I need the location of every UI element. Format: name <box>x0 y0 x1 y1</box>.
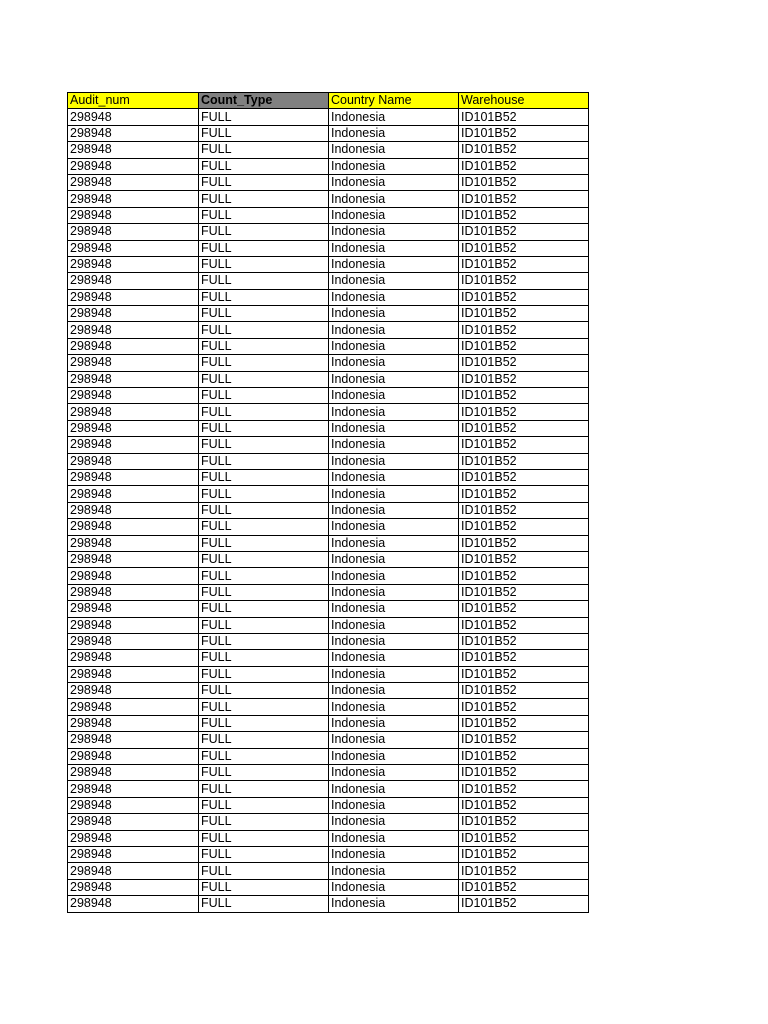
count-type-cell[interactable]: FULL <box>199 650 329 666</box>
table-row <box>68 256 589 272</box>
country-name-cell[interactable]: Indonesia <box>329 650 459 666</box>
count-type-cell[interactable]: FULL <box>199 420 329 436</box>
country-name-cell[interactable]: Indonesia <box>329 568 459 584</box>
country-name-cell[interactable]: Indonesia <box>329 781 459 797</box>
count-type-cell[interactable]: FULL <box>199 338 329 354</box>
audit-num-cell[interactable]: 298948 <box>68 568 199 584</box>
warehouse-cell[interactable]: ID101B52 <box>459 355 589 371</box>
table-body <box>68 109 589 912</box>
count-type-cell[interactable]: FULL <box>199 486 329 502</box>
warehouse-cell[interactable]: ID101B52 <box>459 666 589 682</box>
country-name-cell[interactable]: Indonesia <box>329 125 459 141</box>
table-row <box>68 830 589 846</box>
table-row <box>68 437 589 453</box>
count-type-cell[interactable]: FULL <box>199 568 329 584</box>
table-row <box>68 781 589 797</box>
country-name-cell[interactable]: Indonesia <box>329 469 459 485</box>
country-name-cell[interactable]: Indonesia <box>329 715 459 731</box>
country-name-cell[interactable]: Indonesia <box>329 748 459 764</box>
country-name-cell[interactable]: Indonesia <box>329 273 459 289</box>
country-name-cell[interactable]: Indonesia <box>329 551 459 567</box>
count-type-cell[interactable]: FULL <box>199 519 329 535</box>
audit-num-cell[interactable]: 298948 <box>68 519 199 535</box>
audit-num-cell[interactable]: 298948 <box>68 486 199 502</box>
table-row <box>68 535 589 551</box>
country-name-cell[interactable]: Indonesia <box>329 879 459 895</box>
count-type-cell[interactable]: FULL <box>199 371 329 387</box>
audit-num-cell[interactable]: 298948 <box>68 748 199 764</box>
warehouse-cell[interactable]: ID101B52 <box>459 650 589 666</box>
warehouse-cell[interactable]: ID101B52 <box>459 879 589 895</box>
audit-num-cell[interactable]: 298948 <box>68 322 199 338</box>
audit-num-cell[interactable]: 298948 <box>68 142 199 158</box>
warehouse-cell[interactable]: ID101B52 <box>459 551 589 567</box>
country-name-cell[interactable]: Indonesia <box>329 338 459 354</box>
table-row <box>68 814 589 830</box>
audit-num-cell[interactable]: 298948 <box>68 256 199 272</box>
warehouse-cell[interactable]: ID101B52 <box>459 306 589 322</box>
count-type-cell[interactable]: FULL <box>199 863 329 879</box>
count-type-cell[interactable]: FULL <box>199 306 329 322</box>
table-row <box>68 158 589 174</box>
header-count-type[interactable]: Count_Type <box>199 93 329 109</box>
audit-num-cell[interactable]: 298948 <box>68 338 199 354</box>
audit-num-cell[interactable]: 298948 <box>68 404 199 420</box>
country-name-cell[interactable]: Indonesia <box>329 224 459 240</box>
header-row <box>68 93 589 109</box>
warehouse-cell[interactable]: ID101B52 <box>459 601 589 617</box>
count-type-cell[interactable]: FULL <box>199 584 329 600</box>
country-name-cell[interactable]: Indonesia <box>329 355 459 371</box>
warehouse-cell[interactable]: ID101B52 <box>459 748 589 764</box>
header-country-name[interactable]: Country Name <box>329 93 459 109</box>
country-name-cell[interactable]: Indonesia <box>329 191 459 207</box>
warehouse-cell[interactable]: ID101B52 <box>459 158 589 174</box>
warehouse-cell[interactable]: ID101B52 <box>459 568 589 584</box>
audit-num-cell[interactable]: 298948 <box>68 699 199 715</box>
count-type-cell[interactable]: FULL <box>199 601 329 617</box>
warehouse-cell[interactable]: ID101B52 <box>459 469 589 485</box>
header-warehouse[interactable]: Warehouse <box>459 93 589 109</box>
country-name-cell[interactable]: Indonesia <box>329 240 459 256</box>
table-row <box>68 142 589 158</box>
country-name-cell[interactable]: Indonesia <box>329 322 459 338</box>
count-type-cell[interactable]: FULL <box>199 437 329 453</box>
table-row <box>68 174 589 190</box>
country-name-cell[interactable]: Indonesia <box>329 732 459 748</box>
table-row <box>68 633 589 649</box>
warehouse-cell[interactable]: ID101B52 <box>459 289 589 305</box>
audit-num-cell[interactable]: 298948 <box>68 502 199 518</box>
warehouse-cell[interactable]: ID101B52 <box>459 437 589 453</box>
table-row <box>68 502 589 518</box>
count-type-cell[interactable]: FULL <box>199 502 329 518</box>
audit-num-cell[interactable]: 298948 <box>68 109 199 125</box>
count-type-cell[interactable]: FULL <box>199 207 329 223</box>
table-row <box>68 240 589 256</box>
country-name-cell[interactable]: Indonesia <box>329 535 459 551</box>
table-row <box>68 765 589 781</box>
count-type-cell[interactable]: FULL <box>199 174 329 190</box>
audit-num-cell[interactable]: 298948 <box>68 765 199 781</box>
count-type-cell[interactable]: FULL <box>199 453 329 469</box>
count-type-cell[interactable]: FULL <box>199 633 329 649</box>
count-type-cell[interactable]: FULL <box>199 388 329 404</box>
country-name-cell[interactable]: Indonesia <box>329 584 459 600</box>
table-row <box>68 486 589 502</box>
table-row <box>68 453 589 469</box>
table-row <box>68 666 589 682</box>
warehouse-cell[interactable]: ID101B52 <box>459 224 589 240</box>
table-row <box>68 191 589 207</box>
country-name-cell[interactable]: Indonesia <box>329 158 459 174</box>
count-type-cell[interactable]: FULL <box>199 404 329 420</box>
country-name-cell[interactable]: Indonesia <box>329 142 459 158</box>
country-name-cell[interactable]: Indonesia <box>329 306 459 322</box>
table-row <box>68 863 589 879</box>
table-row <box>68 404 589 420</box>
country-name-cell[interactable]: Indonesia <box>329 109 459 125</box>
audit-num-cell[interactable]: 298948 <box>68 683 199 699</box>
audit-num-cell[interactable]: 298948 <box>68 830 199 846</box>
country-name-cell[interactable]: Indonesia <box>329 846 459 862</box>
table-row <box>68 683 589 699</box>
audit-num-cell[interactable]: 298948 <box>68 584 199 600</box>
audit-num-cell[interactable]: 298948 <box>68 273 199 289</box>
count-type-cell[interactable]: FULL <box>199 125 329 141</box>
table-row <box>68 715 589 731</box>
audit-num-cell[interactable]: 298948 <box>68 174 199 190</box>
audit-num-cell[interactable]: 298948 <box>68 420 199 436</box>
audit-num-cell[interactable]: 298948 <box>68 814 199 830</box>
warehouse-cell[interactable]: ID101B52 <box>459 109 589 125</box>
audit-num-cell[interactable]: 298948 <box>68 846 199 862</box>
warehouse-cell[interactable]: ID101B52 <box>459 338 589 354</box>
country-name-cell[interactable]: Indonesia <box>329 863 459 879</box>
warehouse-cell[interactable]: ID101B52 <box>459 683 589 699</box>
audit-num-cell[interactable]: 298948 <box>68 781 199 797</box>
warehouse-cell[interactable]: ID101B52 <box>459 715 589 731</box>
country-name-cell[interactable]: Indonesia <box>329 699 459 715</box>
audit-num-cell[interactable]: 298948 <box>68 125 199 141</box>
audit-num-cell[interactable]: 298948 <box>68 879 199 895</box>
country-name-cell[interactable]: Indonesia <box>329 896 459 912</box>
warehouse-cell[interactable]: ID101B52 <box>459 535 589 551</box>
warehouse-cell[interactable]: ID101B52 <box>459 240 589 256</box>
audit-num-cell[interactable]: 298948 <box>68 666 199 682</box>
table-row <box>68 601 589 617</box>
warehouse-cell[interactable]: ID101B52 <box>459 896 589 912</box>
count-type-cell[interactable]: FULL <box>199 715 329 731</box>
audit-num-cell[interactable]: 298948 <box>68 863 199 879</box>
warehouse-cell[interactable]: ID101B52 <box>459 584 589 600</box>
country-name-cell[interactable]: Indonesia <box>329 683 459 699</box>
table-row <box>68 748 589 764</box>
table-row <box>68 322 589 338</box>
count-type-cell[interactable]: FULL <box>199 732 329 748</box>
count-type-cell[interactable]: FULL <box>199 109 329 125</box>
table-row <box>68 371 589 387</box>
count-type-cell[interactable]: FULL <box>199 256 329 272</box>
table-row <box>68 289 589 305</box>
country-name-cell[interactable]: Indonesia <box>329 388 459 404</box>
warehouse-cell[interactable]: ID101B52 <box>459 404 589 420</box>
audit-num-cell[interactable]: 298948 <box>68 207 199 223</box>
table-row <box>68 109 589 125</box>
table-row <box>68 388 589 404</box>
table-row <box>68 568 589 584</box>
warehouse-cell[interactable]: ID101B52 <box>459 420 589 436</box>
audit-num-cell[interactable]: 298948 <box>68 191 199 207</box>
count-type-cell[interactable]: FULL <box>199 748 329 764</box>
audit-num-cell[interactable]: 298948 <box>68 371 199 387</box>
audit-num-cell[interactable]: 298948 <box>68 240 199 256</box>
count-type-cell[interactable]: FULL <box>199 765 329 781</box>
country-name-cell[interactable]: Indonesia <box>329 814 459 830</box>
count-type-cell[interactable]: FULL <box>199 469 329 485</box>
country-name-cell[interactable]: Indonesia <box>329 601 459 617</box>
warehouse-cell[interactable]: ID101B52 <box>459 174 589 190</box>
country-name-cell[interactable]: Indonesia <box>329 289 459 305</box>
count-type-cell[interactable]: FULL <box>199 289 329 305</box>
country-name-cell[interactable]: Indonesia <box>329 453 459 469</box>
count-type-cell[interactable]: FULL <box>199 191 329 207</box>
table-row <box>68 338 589 354</box>
table-row <box>68 797 589 813</box>
table-row <box>68 846 589 862</box>
audit-num-cell[interactable]: 298948 <box>68 453 199 469</box>
country-name-cell[interactable]: Indonesia <box>329 617 459 633</box>
country-name-cell[interactable]: Indonesia <box>329 420 459 436</box>
data-table <box>67 92 589 913</box>
warehouse-cell[interactable]: ID101B52 <box>459 519 589 535</box>
audit-num-cell[interactable]: 298948 <box>68 650 199 666</box>
count-type-cell[interactable]: FULL <box>199 142 329 158</box>
table-row <box>68 273 589 289</box>
count-type-cell[interactable]: FULL <box>199 830 329 846</box>
country-name-cell[interactable]: Indonesia <box>329 765 459 781</box>
audit-num-cell[interactable]: 298948 <box>68 732 199 748</box>
table-row <box>68 207 589 223</box>
table-row <box>68 355 589 371</box>
table-row <box>68 732 589 748</box>
table-row <box>68 551 589 567</box>
count-type-cell[interactable]: FULL <box>199 879 329 895</box>
warehouse-cell[interactable]: ID101B52 <box>459 273 589 289</box>
audit-num-cell[interactable]: 298948 <box>68 355 199 371</box>
country-name-cell[interactable]: Indonesia <box>329 519 459 535</box>
country-name-cell[interactable]: Indonesia <box>329 666 459 682</box>
table-row <box>68 650 589 666</box>
warehouse-cell[interactable]: ID101B52 <box>459 797 589 813</box>
audit-num-cell[interactable]: 298948 <box>68 633 199 649</box>
table-header <box>68 93 589 109</box>
audit-num-cell[interactable]: 298948 <box>68 715 199 731</box>
warehouse-cell[interactable]: ID101B52 <box>459 863 589 879</box>
count-type-cell[interactable]: FULL <box>199 158 329 174</box>
country-name-cell[interactable]: Indonesia <box>329 207 459 223</box>
country-name-cell[interactable]: Indonesia <box>329 437 459 453</box>
country-name-cell[interactable]: Indonesia <box>329 256 459 272</box>
warehouse-cell[interactable]: ID101B52 <box>459 617 589 633</box>
warehouse-cell[interactable]: ID101B52 <box>459 846 589 862</box>
audit-num-cell[interactable]: 298948 <box>68 601 199 617</box>
count-type-cell[interactable]: FULL <box>199 355 329 371</box>
table-row <box>68 224 589 240</box>
table-row <box>68 420 589 436</box>
header-audit-num[interactable]: Audit_num <box>68 93 199 109</box>
warehouse-cell[interactable]: ID101B52 <box>459 781 589 797</box>
count-type-cell[interactable]: FULL <box>199 797 329 813</box>
audit-num-cell[interactable]: 298948 <box>68 469 199 485</box>
warehouse-cell[interactable]: ID101B52 <box>459 502 589 518</box>
audit-num-cell[interactable]: 298948 <box>68 617 199 633</box>
table-row <box>68 125 589 141</box>
warehouse-cell[interactable]: ID101B52 <box>459 814 589 830</box>
table-row <box>68 896 589 912</box>
count-type-cell[interactable]: FULL <box>199 551 329 567</box>
warehouse-cell[interactable]: ID101B52 <box>459 765 589 781</box>
count-type-cell[interactable]: FULL <box>199 273 329 289</box>
count-type-cell[interactable]: FULL <box>199 683 329 699</box>
audit-num-cell[interactable]: 298948 <box>68 437 199 453</box>
count-type-cell[interactable]: FULL <box>199 322 329 338</box>
audit-num-cell[interactable]: 298948 <box>68 289 199 305</box>
count-type-cell[interactable]: FULL <box>199 666 329 682</box>
audit-num-cell[interactable]: 298948 <box>68 306 199 322</box>
warehouse-cell[interactable]: ID101B52 <box>459 830 589 846</box>
count-type-cell[interactable]: FULL <box>199 699 329 715</box>
count-type-cell[interactable]: FULL <box>199 846 329 862</box>
country-name-cell[interactable]: Indonesia <box>329 633 459 649</box>
audit-num-cell[interactable]: 298948 <box>68 535 199 551</box>
warehouse-cell[interactable]: ID101B52 <box>459 256 589 272</box>
count-type-cell[interactable]: FULL <box>199 224 329 240</box>
count-type-cell[interactable]: FULL <box>199 814 329 830</box>
warehouse-cell[interactable]: ID101B52 <box>459 486 589 502</box>
warehouse-cell[interactable]: ID101B52 <box>459 732 589 748</box>
count-type-cell[interactable]: FULL <box>199 240 329 256</box>
warehouse-cell[interactable]: ID101B52 <box>459 633 589 649</box>
table-row <box>68 879 589 895</box>
country-name-cell[interactable]: Indonesia <box>329 404 459 420</box>
audit-num-cell[interactable]: 298948 <box>68 224 199 240</box>
table-row <box>68 617 589 633</box>
table-row <box>68 519 589 535</box>
count-type-cell[interactable]: FULL <box>199 535 329 551</box>
country-name-cell[interactable]: Indonesia <box>329 174 459 190</box>
audit-num-cell[interactable]: 298948 <box>68 797 199 813</box>
warehouse-cell[interactable]: ID101B52 <box>459 371 589 387</box>
warehouse-cell[interactable]: ID101B52 <box>459 125 589 141</box>
table-row <box>68 306 589 322</box>
warehouse-cell[interactable]: ID101B52 <box>459 322 589 338</box>
table-row <box>68 699 589 715</box>
warehouse-cell[interactable]: ID101B52 <box>459 191 589 207</box>
audit-num-cell[interactable]: 298948 <box>68 551 199 567</box>
audit-num-cell[interactable]: 298948 <box>68 388 199 404</box>
country-name-cell[interactable]: Indonesia <box>329 371 459 387</box>
audit-num-cell[interactable]: 298948 <box>68 896 199 912</box>
table-row <box>68 584 589 600</box>
country-name-cell[interactable]: Indonesia <box>329 502 459 518</box>
count-type-cell[interactable]: FULL <box>199 781 329 797</box>
country-name-cell[interactable]: Indonesia <box>329 797 459 813</box>
country-name-cell[interactable]: Indonesia <box>329 830 459 846</box>
warehouse-cell[interactable]: ID101B52 <box>459 388 589 404</box>
country-name-cell[interactable]: Indonesia <box>329 486 459 502</box>
warehouse-cell[interactable]: ID101B52 <box>459 207 589 223</box>
count-type-cell[interactable]: FULL <box>199 896 329 912</box>
audit-num-cell[interactable]: 298948 <box>68 158 199 174</box>
warehouse-cell[interactable]: ID101B52 <box>459 699 589 715</box>
table-row <box>68 469 589 485</box>
count-type-cell[interactable]: FULL <box>199 617 329 633</box>
warehouse-cell[interactable]: ID101B52 <box>459 453 589 469</box>
warehouse-cell[interactable]: ID101B52 <box>459 142 589 158</box>
